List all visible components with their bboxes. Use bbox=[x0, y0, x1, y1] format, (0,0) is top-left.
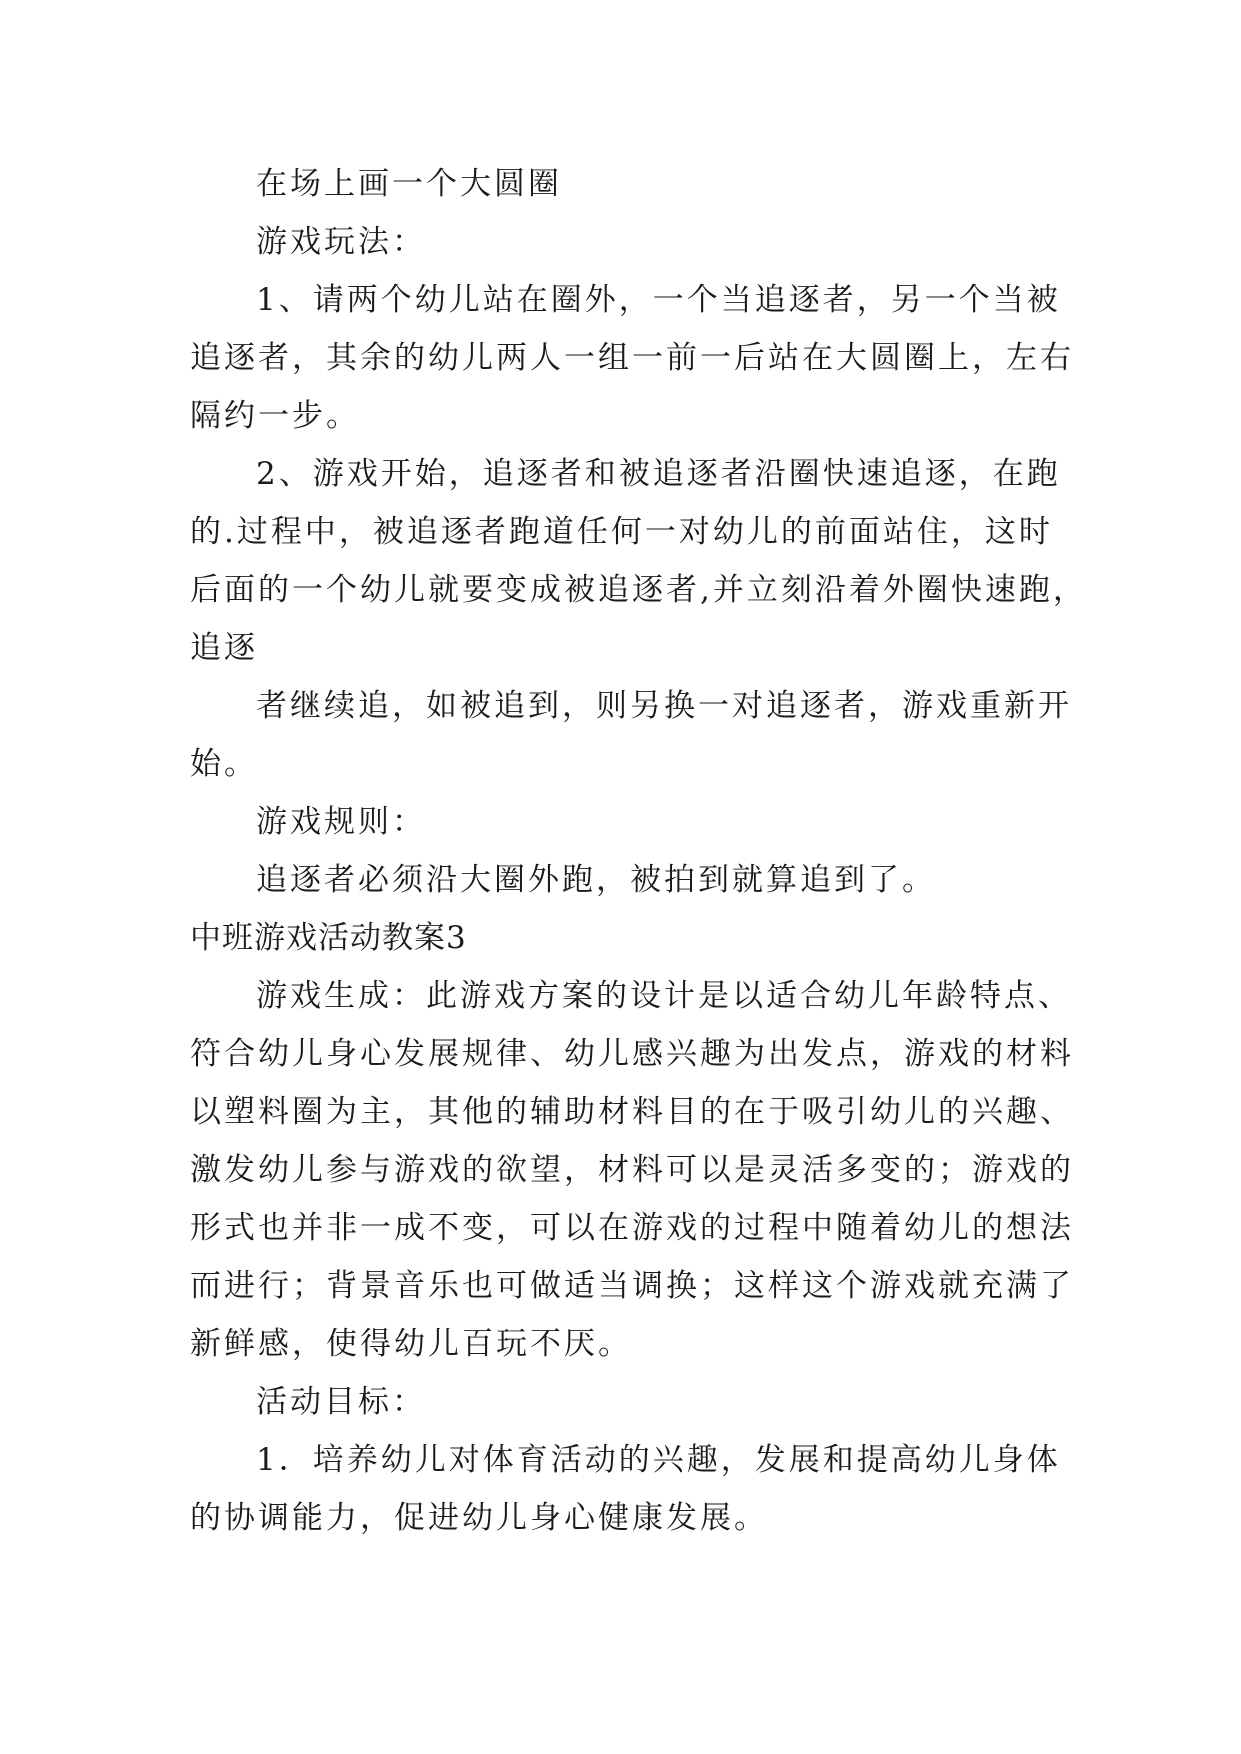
text-line: 形式也并非一成不变，可以在游戏的过程中随着幼儿的想法 bbox=[190, 1210, 1074, 1246]
text-line: 新鲜感，使得幼儿百玩不厌。 bbox=[190, 1326, 632, 1362]
text-line: 的协调能力，促进幼儿身心健康发展。 bbox=[190, 1500, 768, 1536]
text-line: 符合幼儿身心发展规律、幼儿感兴趣为出发点，游戏的材料 bbox=[190, 1036, 1074, 1072]
text-line: 1、请两个幼儿站在圈外，一个当追逐者，另一个当被 bbox=[256, 282, 1061, 318]
text-line: 的.过程中，被追逐者跑道任何一对幼儿的前面站住，这时 bbox=[190, 514, 1053, 550]
text-line: 后面的一个幼儿就要变成被追逐者,并立刻沿着外圈快速跑， bbox=[190, 572, 1087, 608]
text-line: 隔约一步。 bbox=[190, 398, 360, 434]
text-line: 追逐者必须沿大圈外跑，被拍到就算追到了。 bbox=[256, 862, 936, 898]
text-line: 而进行；背景音乐也可做适当调换；这样这个游戏就充满了 bbox=[190, 1268, 1074, 1304]
text-line: 游戏规则： bbox=[256, 804, 426, 840]
section-heading: 中班游戏活动教案3 bbox=[190, 920, 467, 956]
text-line: 者继续追，如被追到，则另换一对追逐者，游戏重新开 bbox=[256, 688, 1072, 724]
text-line: 追逐者，其余的幼儿两人一组一前一后站在大圆圈上，左右 bbox=[190, 340, 1074, 376]
text-line: 在场上画一个大圆圈 bbox=[256, 166, 562, 202]
text-line: 以塑料圈为主，其他的辅助材料目的在于吸引幼儿的兴趣、 bbox=[190, 1094, 1074, 1130]
text-line: 追逐 bbox=[190, 630, 258, 666]
text-line: 激发幼儿参与游戏的欲望，材料可以是灵活多变的；游戏的 bbox=[190, 1152, 1074, 1188]
text-line: 1．培养幼儿对体育活动的兴趣，发展和提高幼儿身体 bbox=[256, 1442, 1061, 1478]
text-line: 始。 bbox=[190, 746, 258, 782]
text-line: 游戏生成：此游戏方案的设计是以适合幼儿年龄特点、 bbox=[256, 978, 1072, 1014]
text-line: 游戏玩法： bbox=[256, 224, 426, 260]
text-line: 活动目标： bbox=[256, 1384, 426, 1420]
text-line: 2、游戏开始，追逐者和被追逐者沿圈快速追逐，在跑 bbox=[256, 456, 1061, 492]
